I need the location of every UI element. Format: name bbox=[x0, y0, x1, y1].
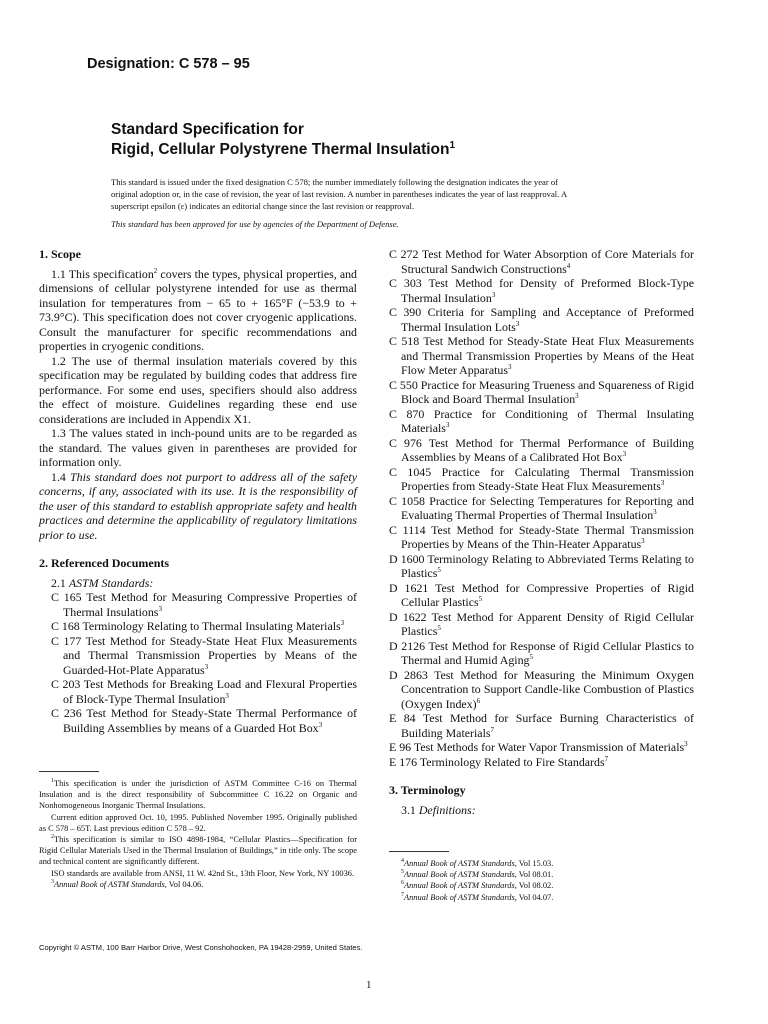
reference-item: C 165 Test Method for Measuring Compressive Properties of Thermal Insulations$^3$ bbox=[51, 590, 357, 619]
reference-item: C 976 Test Method for Thermal Performance of Building Assemblies by Means of a Calibrated Hot Box$^3$ bbox=[389, 435, 694, 464]
section-heading-referenced-documents: 2. Referenced Documents bbox=[39, 556, 170, 570]
left-column bbox=[39, 247, 357, 735]
approval-note: This standard has been approved for use by agencies of the Department of Defense. bbox=[111, 219, 399, 229]
footnote-3: $^3$Annual Book of ASTM Standards, Vol 04.06. bbox=[51, 879, 204, 889]
footnote-6: $^6$Annual Book of ASTM Standards, Vol 08.02. bbox=[401, 880, 554, 891]
reference-list-left bbox=[39, 590, 357, 735]
copyright-notice: Copyright © ASTM, 100 Barr Harbor Drive, West Conshohocken, PA 19428-2959, United States. bbox=[39, 943, 363, 952]
reference-item: C 1114 Test Method for Steady-State Thermal Transmission Properties by Means of the Thin-Heater Apparatus$^3$ bbox=[389, 522, 694, 551]
subsection-2-1: 2.1 ASTM Standards: bbox=[51, 575, 154, 590]
reference-item: C 518 Test Method for Steady-State Heat Flux Measurements and Thermal Transmission Properties by Means of the Heat Flow Meter Apparatus$^3$ bbox=[389, 334, 694, 377]
document-title bbox=[111, 120, 455, 160]
title-footnote-marker: 1 bbox=[449, 139, 456, 151]
reference-item: C 177 Test Method for Steady-State Heat Flux Measurements and Thermal Transmission Properties by Means of the Guarded-Hot-Plate Apparatus$^3$ bbox=[51, 633, 357, 677]
reference-item: C 168 Terminology Relating to Thermal Insulating Materials$^3$ bbox=[51, 619, 345, 633]
right-column bbox=[389, 247, 694, 817]
reference-item: D 1600 Terminology Relating to Abbreviated Terms Relating to Plastics$^5$ bbox=[389, 551, 694, 580]
reference-item: C 203 Test Methods for Breaking Load and Flexural Properties of Block-Type Thermal Insulation$^3$ bbox=[51, 677, 357, 706]
reference-item: C 390 Criteria for Sampling and Acceptance of Preformed Thermal Insulation Lots$^3$ bbox=[389, 305, 694, 334]
title-line-1: Standard Specification for bbox=[111, 121, 304, 138]
reference-item: D 1621 Test Method for Compressive Properties of Rigid Cellular Plastics$^5$ bbox=[389, 580, 694, 609]
paragraph-1-4: 1.4 This standard does not purport to address all of the safety concerns, if any, associated with its use. It is the responsibility of the user of this standard to establish appropriate safety and health practices and determine the applicability of regulatory limitations prior to use. bbox=[39, 469, 357, 542]
paragraph-1-1: 1.1 This specification$^2$ covers the types, physical properties, and dimensions of cellular polystyrene intended for use as thermal insulation for temperatures from − 65 to + 165°F (−53.9 to + 73.9°C). This specification does not cover cryogenic applications. Consult the manufacturer for specific recommendations and properties in cryogenic conditions. bbox=[39, 266, 358, 353]
footnote-7: $^7$Annual Book of ASTM Standards, Vol 04.07. bbox=[401, 891, 554, 902]
reference-item: C 272 Test Method for Water Absorption of Core Materials for Structural Sandwich Constructions$^4$ bbox=[389, 247, 694, 276]
reference-item: C 870 Practice for Conditioning of Thermal Insulating Materials$^3$ bbox=[389, 406, 694, 435]
reference-item: D 1622 Test Method for Apparent Density of Rigid Cellular Plastics$^5$ bbox=[389, 609, 694, 638]
reference-item: C 236 Test Method for Steady-State Thermal Performance of Building Assemblies by means of a Guarded Hot Box$^3$ bbox=[51, 706, 357, 735]
footnote-rule-left bbox=[39, 771, 99, 772]
footnote-2: $^2$This specification is similar to ISO 4898-1984, “Cellular Plastics—Specification for Rigid Cellular Materials Used in the Thermal Insulation of Buildings,” in title only. The scope and technical content are significantly different. bbox=[39, 834, 357, 867]
footnote-5: $^5$Annual Book of ASTM Standards, Vol 08.01. bbox=[401, 869, 554, 880]
page-number: 1 bbox=[366, 979, 372, 991]
reference-item: E 176 Terminology Related to Fire Standards$^7$ bbox=[389, 754, 609, 769]
footnote-2-iso: ISO standards are available from ANSI, 11 W. 42nd St., 13th Floor, New York, NY 10036. bbox=[51, 868, 355, 878]
reference-item: E 84 Test Method for Surface Burning Characteristics of Building Materials$^7$ bbox=[389, 711, 694, 740]
reference-item: D 2126 Test Method for Response of Rigid Cellular Plastics to Thermal and Humid Aging$^5$ bbox=[389, 638, 694, 667]
footnote-1-edition: Current edition approved Oct. 10, 1995. Published November 1995. Originally published as C 578 – 65T. Last previous edition C 578 – 92. bbox=[39, 812, 357, 833]
title-line-2: Rigid, Cellular Polystyrene Thermal Insulation$^1$ bbox=[111, 139, 456, 158]
reference-item: C 550 Practice for Measuring Trueness and Squareness of Rigid Block and Board Thermal Insulation$^3$ bbox=[389, 377, 694, 406]
paragraph-1-3: 1.3 The values stated in inch-pound units are to be regarded as the standard. The values given in parentheses are provided for information only. bbox=[39, 426, 357, 469]
reference-item: D 2863 Test Method for Measuring the Minimum Oxygen Concentration to Support Candle-like Combustion of Plastics (Oxygen Index)$^6$ bbox=[389, 667, 694, 711]
section-heading-scope: 1. Scope bbox=[39, 247, 81, 261]
footnote-rule-right bbox=[389, 851, 449, 852]
issuance-notice: This standard is issued under the fixed designation C 578; the number immediately following the designation indicates the year of original adoption or, in the case of revision, the year of last revision. A number in parentheses indicates the year of last reapproval. A superscript epsilon (ε) indicates an editorial change since the last revision or reapproval. bbox=[111, 177, 568, 212]
subsection-3-1: 3.1 Definitions: bbox=[401, 802, 476, 817]
reference-item: C 303 Test Method for Density of Preformed Block-Type Thermal Insulation$^3$ bbox=[389, 276, 694, 305]
footnote-4: $^4$Annual Book of ASTM Standards, Vol 15.03. bbox=[401, 858, 554, 868]
footnotes-left bbox=[39, 778, 357, 890]
footnote-1: $^1$This specification is under the jurisdiction of ASTM Committee C-16 on Thermal Insulation and is the direct responsibility of Subcommittee C 16.22 on Organic and Nonhomogeneous Inorganic Thermal Insulations. bbox=[39, 778, 357, 811]
footnotes-right bbox=[389, 858, 694, 903]
designation: Designation: C 578 – 95 bbox=[87, 56, 250, 72]
reference-item: E 96 Test Methods for Water Vapor Transmission of Materials$^3$ bbox=[389, 740, 688, 754]
reference-item: C 1045 Practice for Calculating Thermal Transmission Properties from Steady-State Heat Flux Measurements$^3$ bbox=[389, 464, 694, 493]
section-heading-terminology: 3. Terminology bbox=[389, 783, 466, 797]
paragraph-1-2: 1.2 The use of thermal insulation materials covered by this specification may be regulated by building codes that address fire performance. For some end uses, specifiers should also address the effect of moisture. Guidelines regarding these end use considerations are included in Appendix X1. bbox=[39, 353, 357, 426]
reference-item: C 1058 Practice for Selecting Temperatures for Reporting and Evaluating Thermal Properties of Thermal Insulation$^3$ bbox=[389, 493, 694, 522]
reference-list-right bbox=[389, 247, 694, 769]
